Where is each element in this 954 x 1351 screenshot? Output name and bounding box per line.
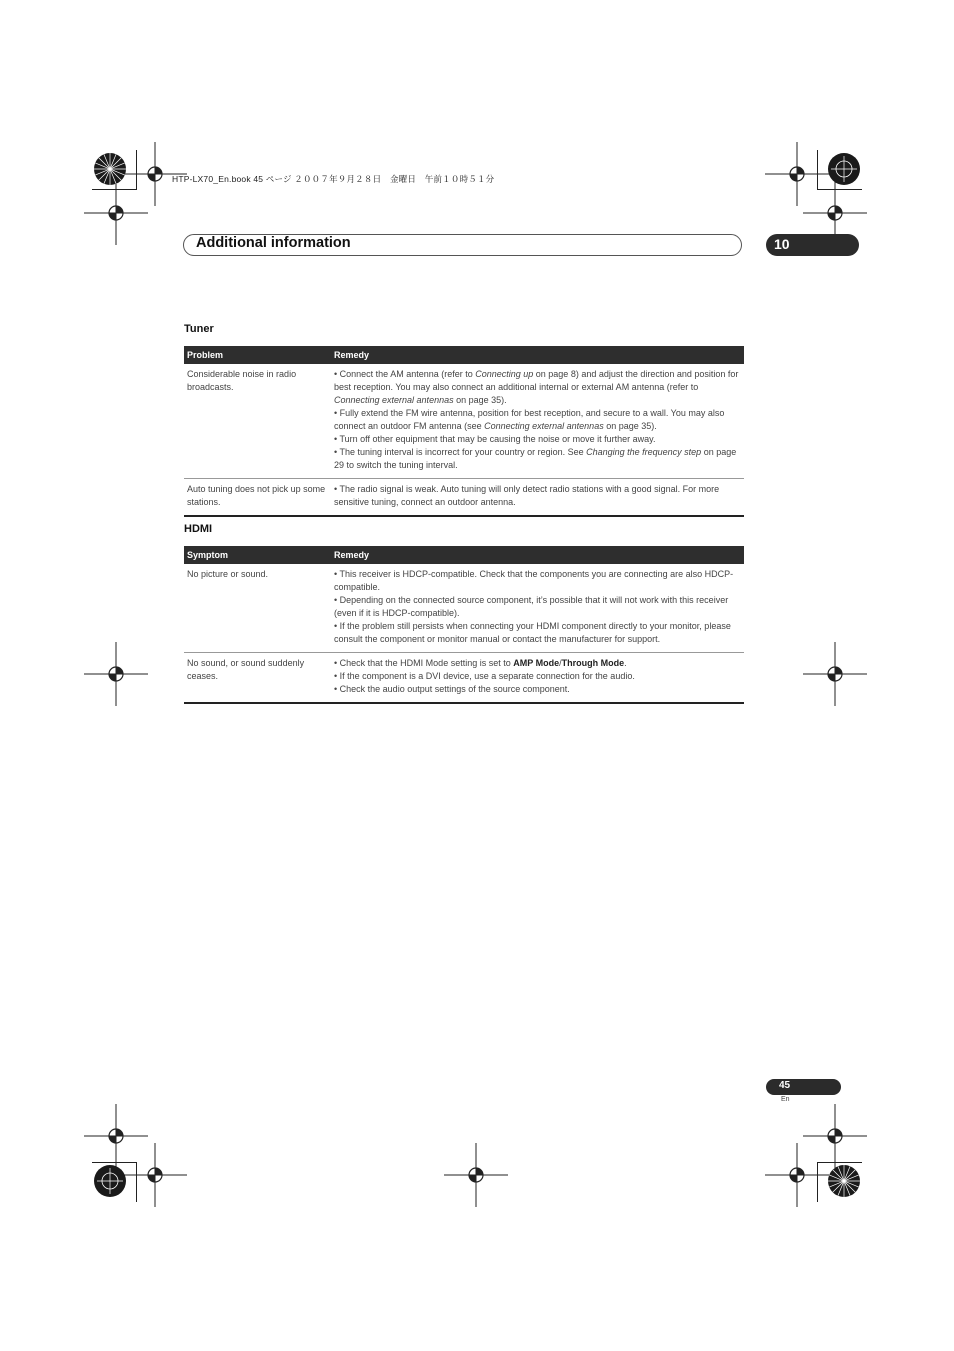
remedy-cell <box>331 364 744 479</box>
column-header-problem: Problem <box>184 346 331 364</box>
table-header-row <box>184 546 744 564</box>
registration-mark-icon <box>765 1143 829 1207</box>
remedy-item: • Depending on the connected source component, it’s possible that it will not work with this receiver (even if it is HDCP-compatible). <box>334 595 729 618</box>
chapter-number: 10 <box>774 236 790 252</box>
problem-cell: Auto tuning does not pick up some stations. <box>184 479 331 517</box>
tuner-troubleshooting-table <box>184 346 744 517</box>
starburst-mark-icon <box>827 1164 861 1198</box>
trim-line <box>92 189 137 190</box>
hdmi-troubleshooting-table <box>184 546 744 704</box>
trim-line <box>817 1162 818 1202</box>
trim-line <box>136 1162 137 1202</box>
table-row <box>184 479 744 517</box>
section-title-tuner: Tuner <box>184 323 214 335</box>
column-header-remedy: Remedy <box>331 346 744 364</box>
starburst-mark-icon <box>93 152 127 186</box>
column-header-symptom: Symptom <box>184 546 331 564</box>
table-row <box>184 364 744 479</box>
registration-mark-icon <box>444 1143 508 1207</box>
trim-line <box>817 150 818 190</box>
problem-cell: Considerable noise in radio broadcasts. <box>184 364 331 479</box>
page-number: 45 <box>779 1080 791 1091</box>
registration-mark-icon <box>803 642 867 706</box>
remedy-item: • If the component is a DVI device, use a separate connection for the audio. <box>334 671 635 681</box>
registration-mark-icon <box>123 1143 187 1207</box>
remedy-cell <box>331 653 744 704</box>
remedy-item: • This receiver is HDCP-compatible. Check that the components you are connecting are also HDCP-compatible. <box>334 569 734 592</box>
trim-line <box>817 189 862 190</box>
column-header-remedy: Remedy <box>331 546 744 564</box>
remedy-cell <box>331 479 744 517</box>
remedy-cell <box>331 564 744 653</box>
remedy-item: • If the problem still persists when connecting your HDMI component directly to your monitor, please consult the component or monitor manual or contact the manufacturer for support. <box>334 621 731 644</box>
section-title-hdmi: HDMI <box>184 523 213 535</box>
table-header-row <box>184 346 744 364</box>
trim-line <box>92 1162 137 1163</box>
registration-mark-icon <box>84 642 148 706</box>
remedy-item: • Fully extend the FM wire antenna, position for best reception, and secure to a wall. You may also connect an outdoor FM antenna (see Connecting external antennas on page 35). <box>334 408 725 431</box>
registration-mark-icon <box>84 181 148 245</box>
table-row <box>184 564 744 653</box>
crosshair-target-icon <box>827 152 861 186</box>
print-file-info: HTP-LX70_En.book 45 ページ ２００７年９月２８日 金曜日 午前１０時５１分 <box>172 174 495 184</box>
chapter-title: Additional information <box>196 235 351 251</box>
remedy-item: • The tuning interval is incorrect for your country or region. See Changing the frequency step on page 29 to switch the tuning interval. <box>334 447 737 470</box>
remedy-item: • Connect the AM antenna (refer to Connecting up on page 8) and adjust the direction and position for best reception. You may also connect an additional internal or external AM antenna (refer to Connecting external antennas on page 35). <box>334 369 739 405</box>
trim-line <box>817 1162 862 1163</box>
page-language: En <box>781 1096 790 1103</box>
remedy-item: • Check the audio output settings of the source component. <box>334 684 570 694</box>
table-row <box>184 653 744 704</box>
problem-cell: No sound, or sound suddenly ceases. <box>184 653 331 704</box>
page-number-tab <box>766 1079 841 1095</box>
crosshair-target-icon <box>93 1164 127 1198</box>
remedy-item: • Check that the HDMI Mode setting is set to AMP Mode/Through Mode. <box>334 658 627 668</box>
problem-cell: No picture or sound. <box>184 564 331 653</box>
remedy-item: • The radio signal is weak. Auto tuning will only detect radio stations with a good signal. For more sensitive tuning, connect an outdoor antenna. <box>334 484 720 507</box>
remedy-item: • Turn off other equipment that may be causing the noise or move it further away. <box>334 434 656 444</box>
trim-line <box>136 150 137 190</box>
